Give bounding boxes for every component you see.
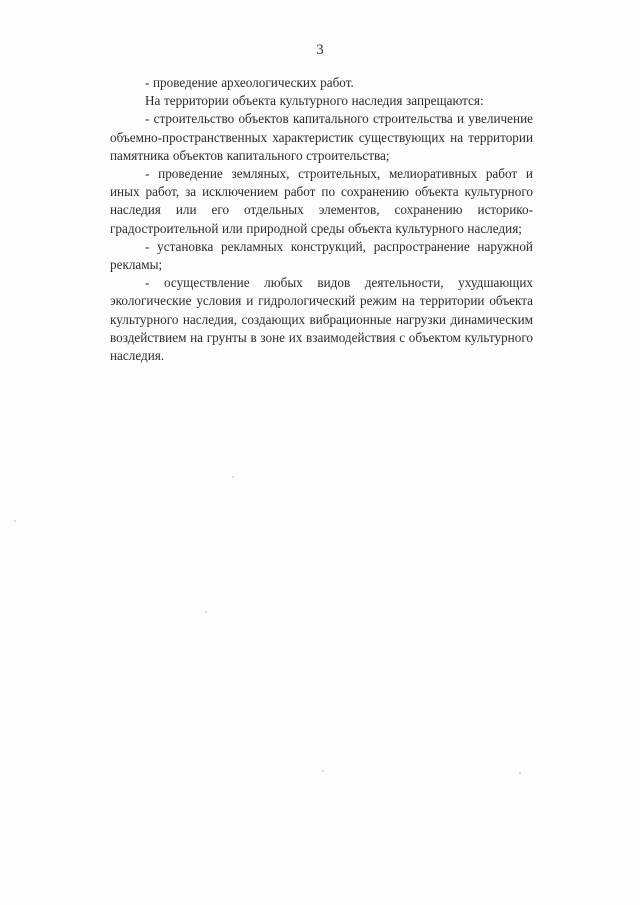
scan-speck bbox=[322, 770, 324, 772]
paragraph-advertising-prohibition: - установка рекламных конструкций, распространение наружной рекламы; bbox=[110, 238, 533, 273]
scan-speck bbox=[14, 520, 16, 522]
scan-speck bbox=[519, 772, 521, 774]
paragraph-activities-prohibition: - осуществление любых видов деятельности, ухудшающих экологические условия и гидрологический режим на территории объекта культурного наследия, создающих вибрационные нагрузки динамическим воздействием на грунты в зоне их взаимодействия с объектом культурного наследия. bbox=[110, 275, 533, 364]
scan-speck bbox=[205, 611, 207, 613]
scan-speck bbox=[232, 476, 234, 478]
paragraph-construction-prohibition: - строительство объектов капитального строительства и увеличение объемно-пространственных характеристик существующих на территории памятника объектов капитального строительства; bbox=[110, 111, 533, 163]
paragraph-prohibitions-heading: На территории объекта культурного наследия запрещаются: bbox=[145, 93, 484, 109]
document-body bbox=[110, 74, 533, 365]
page-number: 3 bbox=[316, 42, 324, 58]
paragraph-archaeological-works: - проведение археологических работ. bbox=[145, 75, 354, 90]
paragraph-earthworks-prohibition: - проведение земляных, строительных, мелиоративных работ и иных работ, за исключением работ по сохранению объекта культурного наследия или его отдельных элементов, сохранению историко-градостроительной или природной среды объекта культурного наследия; bbox=[110, 166, 533, 236]
